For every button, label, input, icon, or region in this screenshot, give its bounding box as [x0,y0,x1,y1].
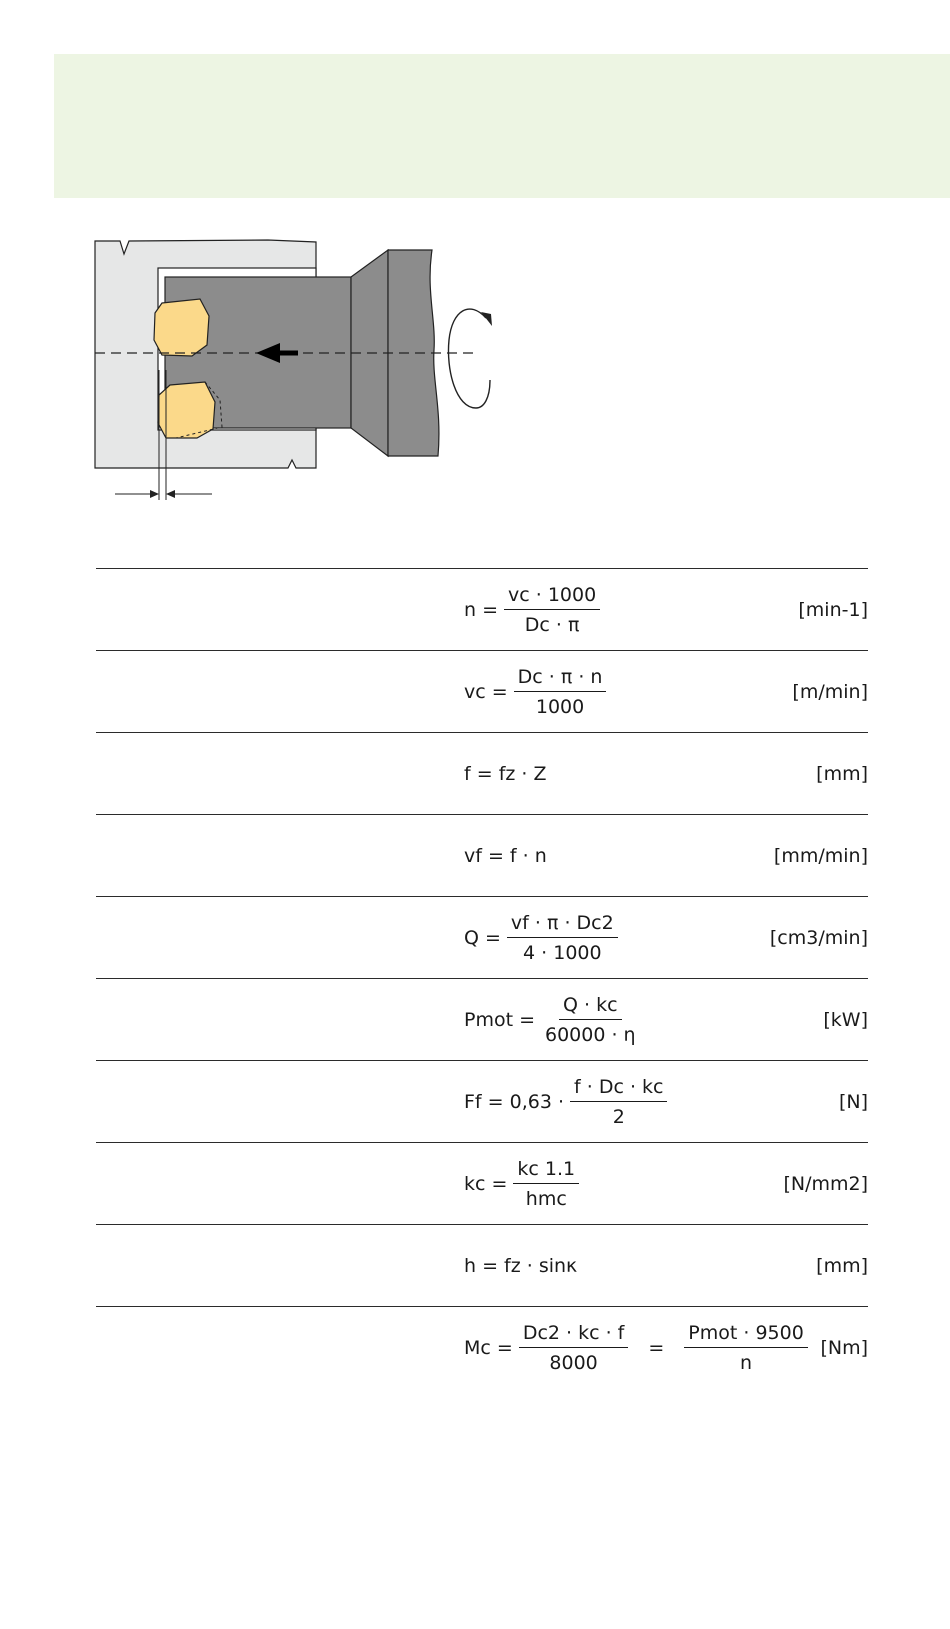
formula-vc-fraction [514,666,607,718]
formula-Mc-lhs: Mc = [464,1336,513,1359]
formula-vc-denominator: 1000 [535,695,585,718]
formula-Q-denominator: 4 · 1000 [523,941,602,964]
formula-Mc-numerator: Dc2 · kc · f [519,1322,629,1348]
dim-arrowhead-right [166,490,175,498]
dim-arrowhead-left [150,490,159,498]
formula-kc-fraction [513,1158,579,1210]
formula-n-fraction [504,584,600,636]
row-feed-speed [96,814,868,896]
formula-f-expr: f = fz · Z [464,762,547,785]
formula-Ff-fraction [570,1076,667,1128]
formula-Ff-lhs: Ff = 0,63 · [464,1090,565,1113]
formula-kc-numerator: kc 1.1 [513,1158,579,1184]
unit-kc: [N/mm2] [783,1172,868,1195]
formula-kc [464,1143,585,1224]
formula-n [464,569,606,650]
row-metal-removal [96,896,868,978]
formula-Mc-fraction [519,1322,629,1374]
unit-Ff: [N] [838,1090,868,1113]
formula-Q [464,897,624,978]
row-cutting-speed [96,650,868,732]
formula-Q-fraction [507,912,618,964]
row-feed-force [96,1060,868,1142]
formula-vc-lhs: vc = [464,680,508,703]
unit-vc: [m/min] [792,680,868,703]
formula-h [464,1225,577,1306]
row-torque [96,1306,868,1388]
lower-insert [158,382,215,438]
header-banner [54,54,950,198]
upper-insert [154,299,209,356]
boring-tool-diagram [0,230,560,540]
row-specific-cutting-force [96,1142,868,1224]
formula-kc-denominator: hmc [525,1187,567,1210]
unit-vf: [mm/min] [773,844,868,867]
unit-f: [mm] [816,762,868,785]
formula-Mc-fraction-2 [684,1322,808,1374]
unit-h: [mm] [816,1254,868,1277]
formula-Pmot-denominator: 60000 · η [545,1023,636,1046]
formula-Mc-denominator-2: n [740,1351,753,1374]
formula-Pmot-lhs: Pmot = [464,1008,535,1031]
unit-n: [min-1] [798,598,868,621]
formula-Pmot-numerator: Q · kc [559,994,622,1020]
formula-vc-numerator: Dc · π · n [514,666,607,692]
formula-n-numerator: vc · 1000 [504,584,600,610]
rotation-arrow [448,309,490,408]
formula-Pmot [464,979,646,1060]
unit-Mc: [Nm] [820,1336,868,1359]
formula-f [464,733,547,814]
formula-Ff [464,1061,673,1142]
unit-Pmot: [kW] [823,1008,868,1031]
formula-Q-numerator: vf · π · Dc2 [507,912,618,938]
formula-n-denominator: Dc · π [524,613,580,636]
formula-Ff-denominator: 2 [612,1105,625,1128]
formula-h-expr: h = fz · sinκ [464,1254,578,1277]
formula-Q-lhs: Q = [464,926,501,949]
row-spindle-speed [96,568,868,650]
formula-vc [464,651,612,732]
formula-Mc-equals: = [648,1336,665,1359]
formula-Mc-numerator-2: Pmot · 9500 [684,1322,808,1348]
formula-vf [464,815,547,896]
formula-vf-expr: vf = f · n [464,844,547,867]
formula-Ff-numerator: f · Dc · kc [570,1076,667,1102]
formula-Pmot-fraction [541,994,640,1046]
row-feed-per-rev [96,732,868,814]
row-power [96,978,868,1060]
formula-table [96,568,868,1388]
formula-n-lhs: n = [464,598,499,621]
row-chip-thickness [96,1224,868,1306]
formula-kc-lhs: kc = [464,1172,508,1195]
unit-Q: [cm3/min] [769,926,868,949]
formula-Mc [464,1307,814,1388]
formula-Mc-denominator: 8000 [549,1351,598,1374]
